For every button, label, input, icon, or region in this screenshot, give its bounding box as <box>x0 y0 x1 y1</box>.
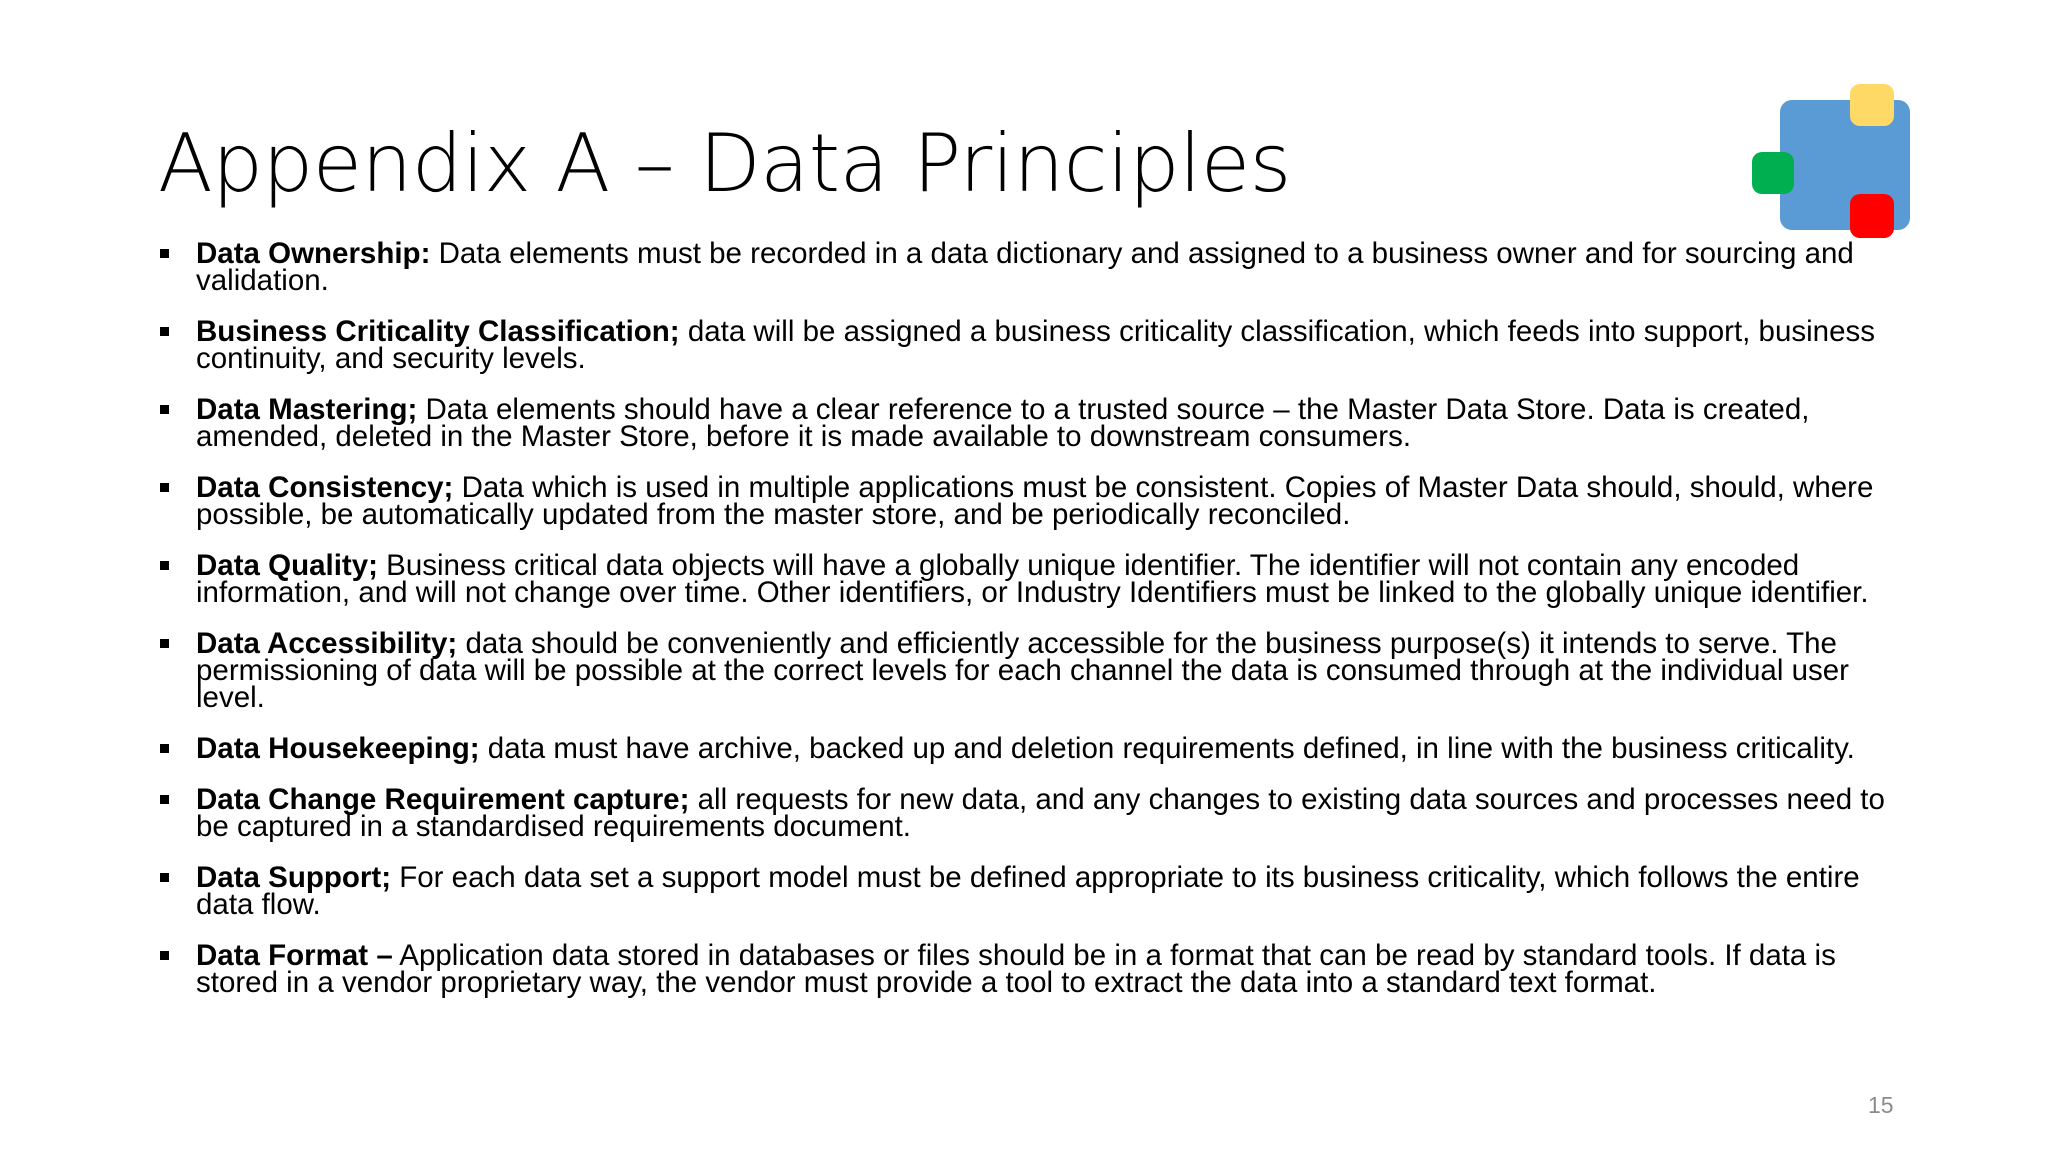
bullet-icon <box>160 795 169 804</box>
principle-text: Data elements must be recorded in a data dictionary and assigned to a business owner and for sourcing and validation. <box>196 237 1854 297</box>
principle-item <box>158 939 1898 999</box>
principle-text: Data elements should have a clear reference to a trusted source – the Master Data Store. Data is created, amended, deleted in the Master Store, before it is made available to downstream consumers. <box>196 393 1810 453</box>
principle-item <box>158 627 1898 714</box>
principle-text: For each data set a support model must be defined appropriate to its business criticality, which follows the entire data flow. <box>196 861 1860 921</box>
principle-item <box>158 732 1898 765</box>
bullet-icon <box>160 327 169 336</box>
logo-green-square <box>1752 152 1794 194</box>
principle-item <box>158 783 1898 843</box>
logo-icon <box>1752 80 1912 244</box>
principle-term: Data Consistency; <box>196 471 454 504</box>
principle-text: Business critical data objects will have a globally unique identifier. The identifier will not contain any encoded information, and will not change over time. Other identifiers, or Industry Identifiers must be linked to the globally unique identifier. <box>196 549 1869 609</box>
principle-term: Data Mastering; <box>196 393 418 426</box>
bullet-icon <box>160 561 169 570</box>
principle-term: Data Accessibility; <box>196 627 458 660</box>
bullet-icon <box>160 405 169 414</box>
bullet-icon <box>160 483 169 492</box>
bullet-icon <box>160 744 169 753</box>
principle-text: data should be conveniently and efficiently accessible for the business purpose(s) it intends to serve. The permissioning of data will be possible at the correct levels for each channel the data is consumed through at the individual user level. <box>196 627 1849 714</box>
slide-title: Appendix A – Data Principles <box>158 117 1291 210</box>
principle-term: Data Housekeeping; <box>196 732 480 765</box>
page-number: 15 <box>1868 1092 1894 1118</box>
principle-term: Data Quality; <box>196 549 378 582</box>
principle-item <box>158 471 1898 531</box>
principles-list <box>158 237 1898 1020</box>
principle-text: data will be assigned a business criticality classification, which feeds into support, business continuity, and security levels. <box>196 315 1875 375</box>
principle-term: Data Ownership: <box>196 237 431 270</box>
principle-term: Data Format – <box>196 939 393 972</box>
principle-item <box>158 393 1898 453</box>
principle-item <box>158 861 1898 921</box>
principle-item <box>158 315 1898 375</box>
logo-yellow-square <box>1850 84 1894 126</box>
principle-text: Data which is used in multiple applications must be consistent. Copies of Master Data should, should, where possible, be automatically updated from the master store, and be periodically reconciled. <box>196 471 1874 531</box>
principle-text: data must have archive, backed up and deletion requirements defined, in line with the business criticality. <box>479 732 1855 765</box>
principle-text: all requests for new data, and any changes to existing data sources and processes need to be captured in a standardised requirements document. <box>196 783 1885 843</box>
bullet-icon <box>160 873 169 882</box>
logo-red-square <box>1850 194 1894 238</box>
principle-term: Data Support; <box>196 861 392 894</box>
principle-item <box>158 549 1898 609</box>
principle-item <box>158 237 1898 297</box>
bullet-icon <box>160 639 169 648</box>
principle-term: Business Criticality Classification; <box>196 315 680 348</box>
principle-term: Data Change Requirement capture; <box>196 783 690 816</box>
principle-text: Application data stored in databases or files should be in a format that can be read by standard tools. If data is stored in a vendor proprietary way, the vendor must provide a tool to extract the data into a standard text format. <box>196 939 1836 999</box>
bullet-icon <box>160 951 169 960</box>
bullet-icon <box>160 249 169 258</box>
